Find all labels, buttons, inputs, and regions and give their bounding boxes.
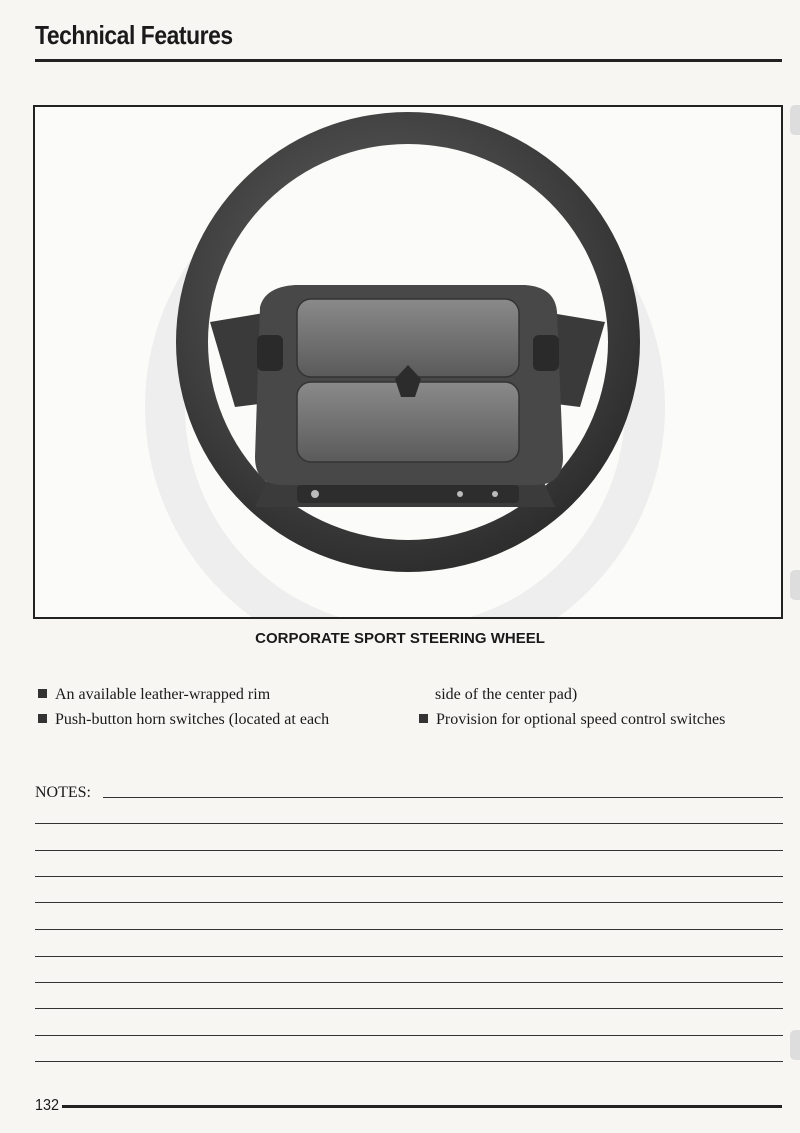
footer-rule xyxy=(62,1105,782,1108)
notes-line[interactable] xyxy=(35,902,783,903)
title-rule xyxy=(35,59,782,62)
binder-hole xyxy=(790,570,800,600)
notes-line[interactable] xyxy=(35,1061,783,1062)
notes-line[interactable] xyxy=(35,850,783,851)
notes-line[interactable] xyxy=(35,823,783,824)
feature-item: Provision for optional speed control switches xyxy=(419,711,725,729)
binder-hole xyxy=(790,105,800,135)
binder-hole xyxy=(790,1030,800,1060)
notes-line[interactable] xyxy=(35,1035,783,1036)
page-number: 132 xyxy=(35,1097,60,1114)
notes-line[interactable] xyxy=(35,876,783,877)
figure-caption: CORPORATE SPORT STEERING WHEEL xyxy=(255,630,545,647)
feature-item-continuation: side of the center pad) xyxy=(435,686,578,703)
notes-label: NOTES: xyxy=(35,784,91,801)
bullet-square-icon xyxy=(38,689,47,698)
notes-line[interactable] xyxy=(35,1008,783,1009)
feature-item: An available leather-wrapped rim xyxy=(38,686,270,704)
notes-line[interactable] xyxy=(35,929,783,930)
feature-item: Push-button horn switches (located at each xyxy=(38,711,329,729)
figure-frame xyxy=(33,105,783,619)
bullet-square-icon xyxy=(38,714,47,723)
page-title: Technical Features xyxy=(35,20,233,50)
bullet-square-icon xyxy=(419,714,428,723)
notes-line[interactable] xyxy=(103,797,783,798)
notes-line[interactable] xyxy=(35,982,783,983)
steering-wheel-icon xyxy=(35,107,781,617)
notes-line[interactable] xyxy=(35,956,783,957)
